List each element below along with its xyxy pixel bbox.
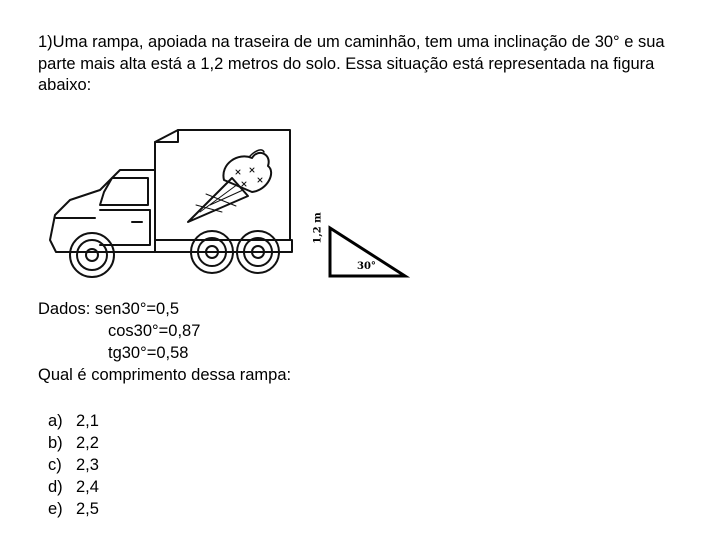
option-letter: a): [48, 412, 63, 430]
option-value: 2,2: [76, 434, 99, 452]
ice-cream-scoop: [223, 153, 271, 192]
data-cos: cos30°=0,87: [108, 322, 201, 340]
option-c[interactable]: [48, 454, 99, 476]
option-b[interactable]: [48, 432, 99, 454]
option-e[interactable]: [48, 498, 99, 520]
data-sin: Dados: sen30°=0,5: [38, 300, 179, 318]
option-a[interactable]: [48, 410, 99, 432]
ice-cream-cone: [188, 178, 248, 222]
option-value: 2,4: [76, 478, 99, 496]
ramp-angle-label: 30°: [357, 261, 376, 272]
question-prompt: Qual é comprimento dessa rampa:: [38, 366, 292, 384]
truck-illustration: [50, 130, 292, 277]
option-letter: d): [48, 478, 63, 496]
option-letter: e): [48, 500, 63, 518]
option-value: 2,3: [76, 456, 99, 474]
answer-options: [48, 410, 99, 520]
given-data: [38, 298, 291, 386]
data-tg: tg30°=0,58: [108, 344, 189, 362]
option-letter: c): [48, 456, 62, 474]
option-value: 2,1: [76, 412, 99, 430]
option-value: 2,5: [76, 500, 99, 518]
option-letter: b): [48, 434, 63, 452]
ramp-height-label: 1,2 m: [312, 212, 324, 244]
question-text: 1)Uma rampa, apoiada na traseira de um caminhão, tem uma inclinação de 30° e sua parte mais alta está a 1,2 metros do solo. Essa situação está representada na figura abaixo:: [38, 33, 665, 94]
cargo-box: [155, 130, 290, 240]
front-wheel: [70, 233, 114, 277]
option-d[interactable]: [48, 476, 99, 498]
